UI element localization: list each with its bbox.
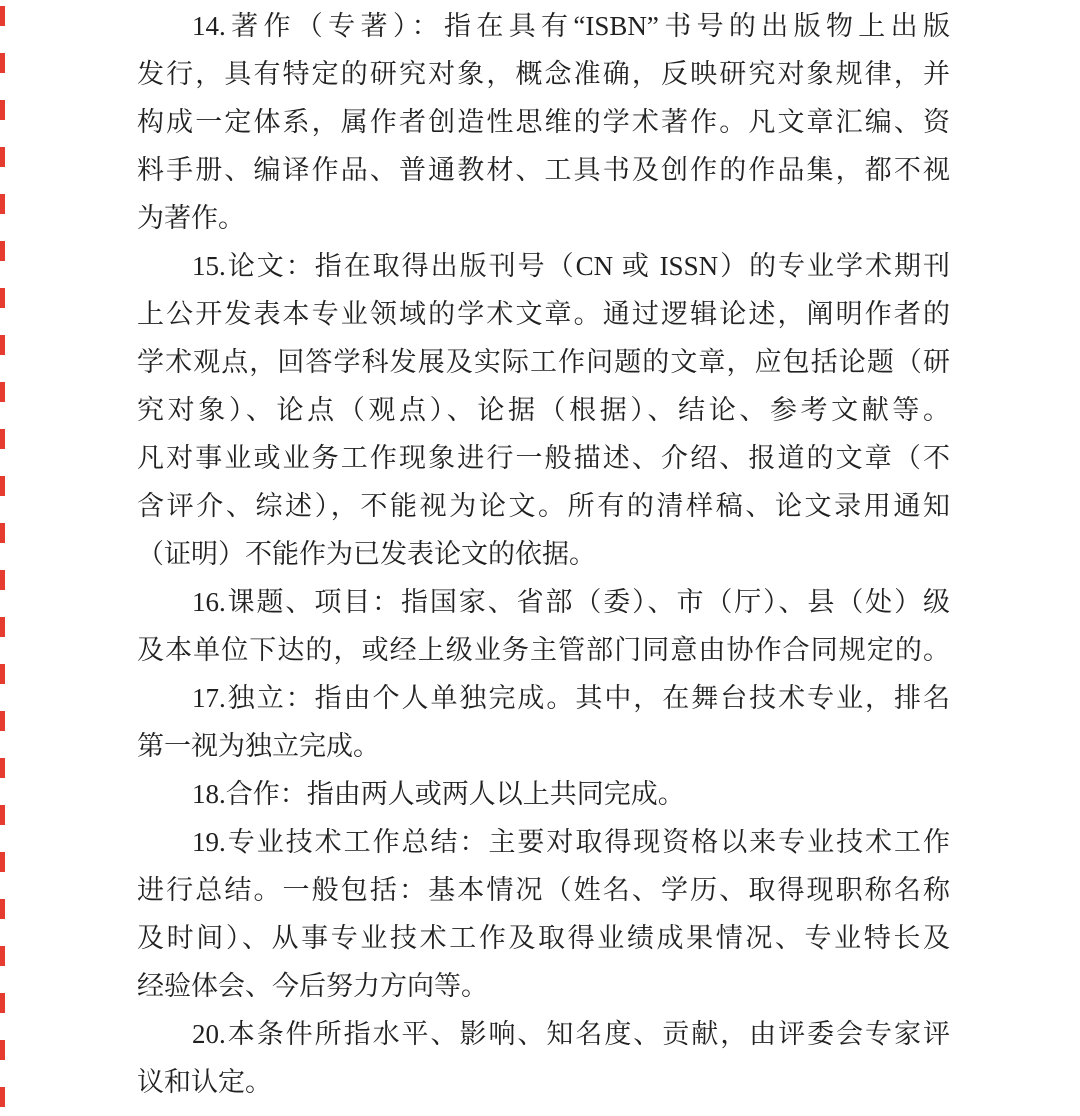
scan-edge-mark bbox=[0, 946, 5, 966]
paragraph-item-15 bbox=[137, 242, 950, 578]
text-line: 究对象）、论点（观点）、论据（根据）、结论、参考文献等。 bbox=[137, 395, 950, 425]
text-line: 为著作。 bbox=[137, 203, 245, 233]
scan-edge-mark bbox=[0, 429, 5, 449]
text-line: 上公开发表本专业领域的学术文章。通过逻辑论述，阐明作者的 bbox=[137, 299, 950, 329]
text-line: 16.课题、项目：指国家、省部（委）、市（厅）、县（处）级 bbox=[192, 587, 950, 617]
text-line: 17.独立：指由个人单独完成。其中，在舞台技术专业，排名 bbox=[192, 683, 950, 713]
scan-edge-mark bbox=[0, 664, 5, 684]
text-line: 15.论文：指在取得出版刊号（CN 或 ISSN）的专业学术期刊 bbox=[192, 251, 950, 281]
scan-edge-mark bbox=[0, 617, 5, 637]
scan-edge-mark bbox=[0, 852, 5, 872]
paragraph-item-17 bbox=[137, 674, 950, 770]
scan-edge-mark bbox=[0, 6, 5, 26]
scan-edge-mark bbox=[0, 805, 5, 825]
paragraph-item-16 bbox=[137, 578, 950, 674]
scan-edge-mark bbox=[0, 523, 5, 543]
text-line: 进行总结。一般包括：基本情况（姓名、学历、取得现职称名称 bbox=[137, 875, 950, 905]
text-line: 发行，具有特定的研究对象，概念准确，反映研究对象规律，并 bbox=[137, 59, 950, 89]
scan-edge-mark bbox=[0, 1040, 5, 1060]
scan-edge-mark bbox=[0, 241, 5, 261]
text-line: （证明）不能作为已发表论文的依据。 bbox=[137, 539, 596, 569]
scan-edge-mark bbox=[0, 476, 5, 496]
text-line: 18.合作：指由两人或两人以上共同完成。 bbox=[192, 779, 685, 809]
scan-edge-mark bbox=[0, 100, 5, 120]
text-line: 料手册、编译作品、普通教材、工具书及创作的作品集，都不视 bbox=[137, 155, 950, 185]
scan-edge-mark bbox=[0, 899, 5, 919]
text-line: 构成一定体系，属作者创造性思维的学术著作。凡文章汇编、资 bbox=[137, 107, 950, 137]
paragraph-item-18 bbox=[137, 770, 950, 818]
text-line: 19.专业技术工作总结：主要对取得现资格以来专业技术工作 bbox=[192, 827, 950, 857]
scan-edge-mark bbox=[0, 147, 5, 167]
text-line: 及本单位下达的，或经上级业务主管部门同意由协作合同规定的。 bbox=[137, 635, 950, 665]
scan-edge-mark bbox=[0, 53, 5, 73]
scan-edge-marks bbox=[0, 0, 8, 1116]
text-line: 及时间）、从事专业技术工作及取得业绩成果情况、专业特长及 bbox=[137, 923, 950, 953]
text-line: 议和认定。 bbox=[137, 1067, 272, 1097]
scan-edge-mark bbox=[0, 570, 5, 590]
text-line: 经验体会、今后努力方向等。 bbox=[137, 971, 488, 1001]
scan-edge-mark bbox=[0, 194, 5, 214]
text-line: 凡对事业或业务工作现象进行一般描述、介绍、报道的文章（不 bbox=[137, 443, 950, 473]
scan-edge-mark bbox=[0, 288, 5, 308]
scan-edge-mark bbox=[0, 335, 5, 355]
scan-edge-mark bbox=[0, 382, 5, 402]
text-line: 14.著作（专著）：指在具有“ISBN”书号的出版物上出版 bbox=[192, 11, 950, 41]
text-line: 第一视为独立完成。 bbox=[137, 731, 380, 761]
scan-edge-mark bbox=[0, 711, 5, 731]
scan-edge-mark bbox=[0, 1087, 5, 1107]
paragraph-item-19 bbox=[137, 818, 950, 1010]
scan-edge-mark bbox=[0, 758, 5, 778]
paragraph-item-20 bbox=[137, 1010, 950, 1106]
text-line: 20.本条件所指水平、影响、知名度、贡献，由评委会专家评 bbox=[192, 1019, 950, 1049]
paragraph-item-14 bbox=[137, 2, 950, 242]
text-line: 含评介、综述），不能视为论文。所有的清样稿、论文录用通知 bbox=[137, 491, 950, 521]
document-body bbox=[137, 2, 950, 1106]
text-line: 学术观点，回答学科发展及实际工作问题的文章，应包括论题（研 bbox=[137, 347, 950, 377]
scan-edge-mark bbox=[0, 993, 5, 1013]
